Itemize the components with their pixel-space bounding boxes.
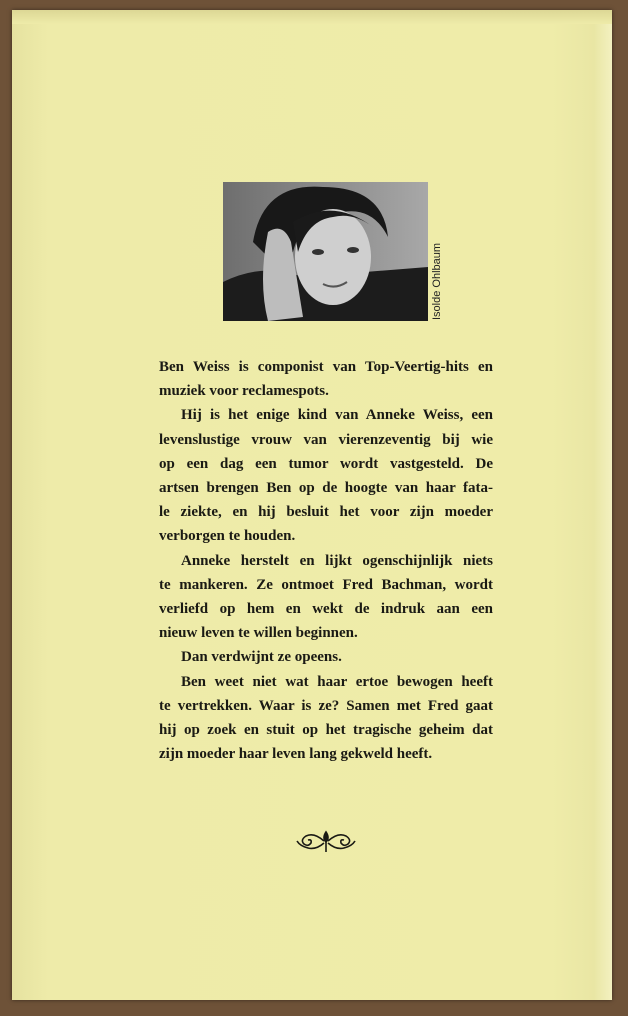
blurb-line: Hij is het enige kind van Anneke Weiss, een xyxy=(181,407,493,424)
blurb-line: artsen brengen Ben op de hoogte van haar fata- xyxy=(159,480,493,497)
blurb-paragraph xyxy=(159,549,493,646)
blurb-paragraph xyxy=(159,670,493,767)
blurb-line: le ziekte, en hij besluit het voor zijn moeder xyxy=(159,504,493,521)
decorative-flourish-icon xyxy=(294,828,358,859)
photo-credit: Isolde Ohlbaum xyxy=(431,242,443,320)
blurb-line: Dan verdwijnt ze opeens. xyxy=(181,649,342,666)
author-photo xyxy=(223,182,428,321)
blurb-line: muziek voor reclamespots. xyxy=(159,383,329,400)
blurb-line: Ben Weiss is componist van Top-Veertig-hits en xyxy=(159,359,493,375)
blurb-text xyxy=(159,355,493,766)
blurb-line: verborgen te houden. xyxy=(159,528,296,545)
blurb-line: Anneke herstelt en lijkt ogenschijnlijk niets xyxy=(181,552,493,569)
blurb-line: op een dag een tumor wordt vastgesteld. De xyxy=(159,455,493,472)
blurb-line: Ben weet niet wat haar ertoe bewogen heeft xyxy=(181,673,493,690)
blurb-line: hij op zoek en stuit op het tragische geheim dat xyxy=(159,722,493,739)
blurb-paragraph xyxy=(159,645,493,669)
book-back-cover xyxy=(12,10,612,1000)
blurb-line: te mankeren. Ze ontmoet Fred Bachman, wordt xyxy=(159,576,493,593)
blurb-line: te vertrekken. Waar is ze? Samen met Fred gaat xyxy=(159,697,493,714)
blurb-line: verliefd op hem en wekt de indruk aan een xyxy=(159,601,493,618)
blurb-paragraph xyxy=(159,355,493,403)
blurb-line: zijn moeder haar leven lang gekweld heeft. xyxy=(159,746,433,763)
blurb-paragraph xyxy=(159,403,493,548)
blurb-line: levenslustige vrouw van vierenzeventig bij wie xyxy=(159,431,493,448)
blurb-line: nieuw leven te willen beginnen. xyxy=(159,625,358,642)
